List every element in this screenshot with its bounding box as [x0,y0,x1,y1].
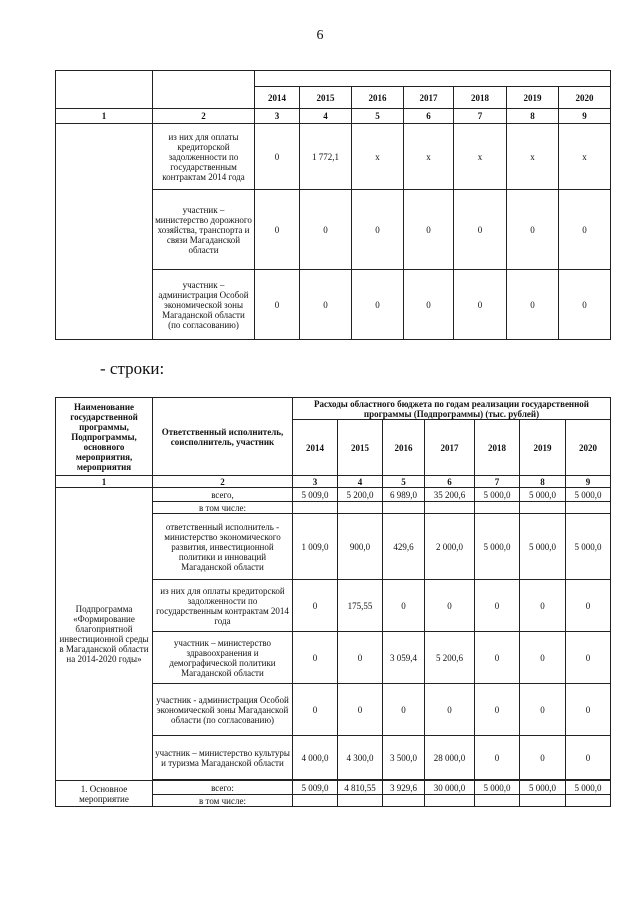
cell: 2 000,0 [425,514,475,580]
cell: 5 000,0 [566,488,611,502]
cell: 0 [425,684,475,736]
year-cell: 2016 [383,420,425,476]
cell: 28 000,0 [425,736,475,780]
col-number: 3 [255,109,300,124]
cell: 4 810,55 [338,781,383,795]
cell: x [404,124,454,190]
page-number: 6 [316,28,324,43]
cell: 0 [352,190,404,270]
cell: 3 059,4 [383,632,425,684]
year-cell: 2018 [475,420,520,476]
col-number: 2 [153,109,255,124]
col-number: 7 [475,476,520,488]
row-label: из них для оплаты кредиторской задолженности по государственным контрактам 2014 года [153,580,293,632]
cell: 5 009,0 [293,488,338,502]
row-label: участник – администрация Особой экономической зоны Магаданской области (по согласованию) [153,270,255,340]
cell: 5 000,0 [475,488,520,502]
cell: 0 [566,632,611,684]
col-number: 6 [404,109,454,124]
cell: 0 [293,580,338,632]
cell: 0 [475,736,520,780]
cell: 3 500,0 [383,736,425,780]
year-cell: 2015 [338,420,383,476]
cell: 0 [293,632,338,684]
cell: 0 [338,684,383,736]
cell: 0 [255,190,300,270]
year-cell: 2020 [566,420,611,476]
row-label: всего, [153,488,293,502]
year-cell: 2017 [425,420,475,476]
col-number: 1 [56,476,153,488]
cell: 0 [454,190,507,270]
col-number: 5 [383,476,425,488]
year-cell: 2019 [520,420,566,476]
header-name: Наименование государственной программы, Подпрограммы, основного мероприятия, мероприятия [56,398,153,476]
year-cell: 2020 [559,87,611,109]
cell: 30 000,0 [425,781,475,795]
cell: 5 000,0 [566,514,611,580]
cell: 429,6 [383,514,425,580]
cell: 175,55 [338,580,383,632]
header-expenses: Расходы областного бюджета по годам реализации государственной программы (Подпрограммы) (тыс. рублей) [293,398,611,420]
cell: 5 000,0 [520,781,566,795]
section-label: - строки: [100,359,165,378]
col-number: 6 [425,476,475,488]
cell: 0 [520,684,566,736]
cell: 0 [255,270,300,340]
cell: x [507,124,559,190]
row-label: участник - администрация Особой экономической зоны Магаданской области (по согласованию) [153,684,293,736]
col-number: 3 [293,476,338,488]
year-cell: 2014 [255,87,300,109]
col-number: 8 [507,109,559,124]
cell: 0 [383,580,425,632]
col-number: 4 [300,109,352,124]
program-name: Подпрограмма «Формирование благоприятной инвестиционной среды в Магаданской области на 2014-2020 годы» [56,488,153,781]
table-row [56,488,611,502]
cell: 0 [425,580,475,632]
cell: 0 [520,736,566,780]
cell: 0 [520,580,566,632]
cell: 6 989,0 [383,488,425,502]
cell: 0 [300,270,352,340]
cell: x [454,124,507,190]
cell: 5 000,0 [475,781,520,795]
col-number: 4 [338,476,383,488]
cell: 4 300,0 [338,736,383,780]
row-label: участник – министерство здравоохранения и демографической политики Магаданской области [153,632,293,684]
cell: 3 929,6 [383,781,425,795]
cell: 0 [293,684,338,736]
row-label: всего: [153,781,293,795]
cell: 0 [338,632,383,684]
cell: 0 [404,270,454,340]
row-label: в том числе: [153,502,293,514]
cell: x [352,124,404,190]
cell: 0 [352,270,404,340]
col-number: 2 [153,476,293,488]
cell: 0 [475,684,520,736]
col-number: 8 [520,476,566,488]
cell: x [559,124,611,190]
row-label: участник – министерство культуры и туризма Магаданской области [153,736,293,780]
cell: 0 [255,124,300,190]
cell: 0 [475,632,520,684]
cell: 5 000,0 [566,781,611,795]
row-label: из них для оплаты кредиторской задолженности по государственным контрактам 2014 года [153,124,255,190]
column-number-row [56,109,611,124]
cell: 1 772,1 [300,124,352,190]
cell: 4 000,0 [293,736,338,780]
budget-table [55,397,611,807]
col-number: 1 [56,109,153,124]
main-event-name: 1. Основное мероприятие [56,781,153,807]
cell: 0 [566,736,611,780]
year-cell: 2017 [404,87,454,109]
cell: 0 [559,190,611,270]
cell: 0 [566,580,611,632]
header-row [56,398,611,420]
row-label: ответственный исполнитель - министерство экономического развития, инвестиционной политики и инноваций Магаданской области [153,514,293,580]
cell: 0 [520,632,566,684]
cell: 0 [383,684,425,736]
cell: 0 [559,270,611,340]
table-row [56,124,611,190]
col-number: 9 [559,109,611,124]
year-cell: 2015 [300,87,352,109]
cell: 1 009,0 [293,514,338,580]
table-row [56,781,611,795]
cell: 5 000,0 [520,488,566,502]
column-number-row [56,476,611,488]
cell: 5 200,6 [425,632,475,684]
year-cell: 2014 [293,420,338,476]
cell: 900,0 [338,514,383,580]
cell: 5 000,0 [475,514,520,580]
cell: 0 [507,270,559,340]
header-responsible: Ответственный исполнитель, соисполнитель, участник [153,398,293,476]
row-label: участник – министерство дорожного хозяйства, транспорта и связи Магаданской области [153,190,255,270]
header-blank-row [56,71,611,87]
col-number: 5 [352,109,404,124]
continuation-table [55,70,611,340]
cell: 0 [507,190,559,270]
year-cell: 2019 [507,87,559,109]
row-label: в том числе: [153,795,293,807]
col-number: 9 [566,476,611,488]
cell: 0 [404,190,454,270]
cell: 5 009,0 [293,781,338,795]
col-number: 7 [454,109,507,124]
cell: 35 200,6 [425,488,475,502]
cell: 0 [300,190,352,270]
cell: 0 [454,270,507,340]
year-cell: 2018 [454,87,507,109]
cell: 0 [566,684,611,736]
cell: 5 000,0 [520,514,566,580]
cell: 5 200,0 [338,488,383,502]
year-cell: 2016 [352,87,404,109]
cell: 0 [475,580,520,632]
